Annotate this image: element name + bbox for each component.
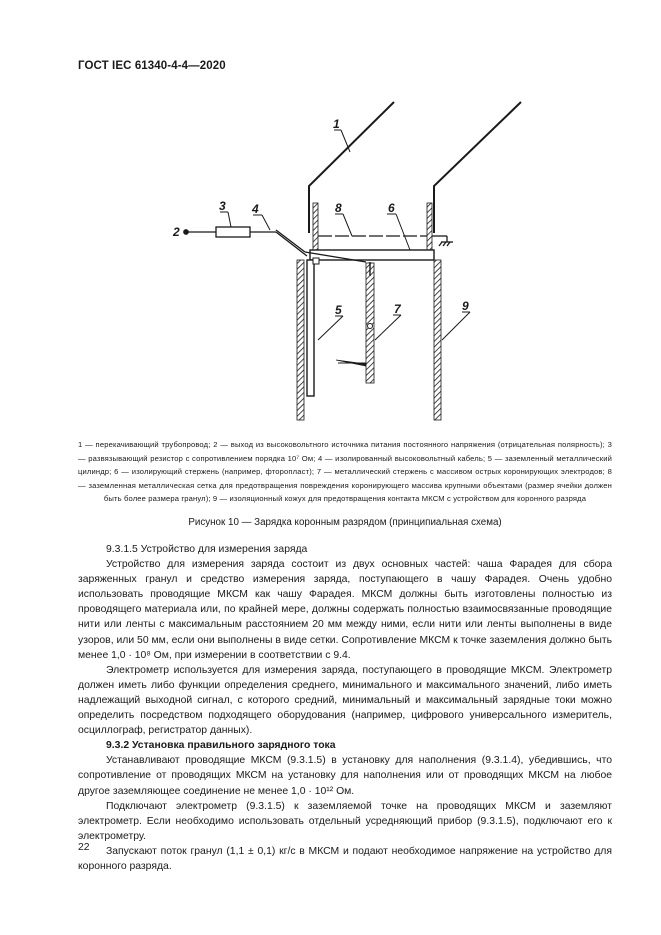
pipeline-flange [313, 203, 432, 250]
section-heading-9-3-2: 9.3.2 Установка правильного зарядного тока [106, 740, 336, 752]
label-1: 1 [333, 117, 340, 131]
leader-lines [220, 130, 470, 340]
corona-charging-diagram [0, 0, 661, 430]
figure-labels [172, 117, 469, 317]
paragraph: Запускают поток гранул (1,1 ± 0,1) кг/с в МКСМ и подают необходимое напряжение на устройство для коронного разряда. [78, 845, 612, 872]
label-2: 2 [173, 225, 180, 239]
figure-title: Рисунок 10 — Зарядка коронным разрядом (принципиальная схема) [188, 517, 502, 528]
ground-symbol [432, 236, 453, 246]
insulating-sleeve-left [297, 260, 304, 420]
figure-legend: 1 — перекачивающий трубопровод; 2 — выход из высоковольтного источника питания постоянного напряжения (отрицательная полярность); 3 — развязывающий резистор с сопротивлением порядка 10⁷ Ом; 4 — изолированный высоковольтный кабель; 5 — заземленный металлический цилиндр; 6 — изолирующий стержень (например, фторопласт); 7 — металлический стержень с массивом острых коронирующих электродов; 8 — заземленная металлическая сетка для предотвращения повреждения коронирующего массива крупными объектами (размер ячейки должен быть более размера гранул); 9 — изоляционный кожух для предотвращения контакта МКСМ с устройством для коронного разряда [78, 440, 612, 503]
page-number: 22 [78, 842, 90, 853]
paragraph: Устройство для измерения заряда состоит из двух основных частей: чаша Фарадея для сбора заряженных гранул и средство измерения заряда, поступающего в чашу Фарадея. Очень удобно использовать проводящие МКСМ как чашу Фарадея. МКСМ должны быть изготовлены полностью из проводящего материала или, по крайней мере, должны содержать полностью взаимосвязанные проводящие нити или ленты с максимальным расстоянием 20 мм между ними, если нити или ленты выполнены в виде узоров, или 50 мм, если они выполнены в виде сетки. Сопротивление МКСМ к точке заземления должно быть менее 1,0 · 10⁸ Ом, при измерении в соответствии с 9.4. [78, 559, 612, 661]
grounded-cylinder [307, 260, 314, 396]
label-6: 6 [388, 201, 395, 215]
label-9: 9 [462, 299, 469, 313]
document-body [78, 542, 612, 874]
section-heading-9-3-1-5: 9.3.1.5 Устройство для измерения заряда [106, 544, 308, 555]
insulating-sleeve-right [434, 260, 441, 420]
corona-electrode-rod [336, 262, 374, 383]
label-3: 3 [219, 199, 226, 213]
label-7: 7 [394, 302, 401, 316]
label-5: 5 [335, 303, 342, 317]
document-header: ГОСТ IEC 61340-4-4—2020 [78, 60, 226, 72]
paragraph: Электрометр используется для измерения заряда, поступающего в проводящие МКСМ. Электрометр должен иметь либо функции определения среднего, минимального и максимального значений, либо иметь надлежащий выходной сигнал, с которого средний, минимальный и максимальный зарядные токи можно определить посредством подходящего оборудования (например, цифрового универсального измеритель, осциллограф, регистратор данных). [78, 664, 612, 737]
paragraph: Подключают электрометр (9.3.1.5) к заземляемой точке на проводящих МКСМ и заземляют электрометр. Если необходимо использовать отдельный усредняющий прибор (9.3.1.5), подключают его к электрометру. [78, 800, 612, 842]
paragraph: Устанавливают проводящие МКСМ (9.3.1.5) в установку для наполнения (9.3.1.4), убедившись, что сопротивление от проводящих МКСМ на установку для наполнения или от проводящих МКСМ на любое другое заземляющее соединение не менее 1,0 · 10¹² Ом. [78, 755, 612, 797]
cylinder-joint [313, 258, 319, 264]
insulating-rod [310, 250, 434, 260]
label-8: 8 [335, 201, 342, 215]
label-4: 4 [252, 202, 259, 216]
